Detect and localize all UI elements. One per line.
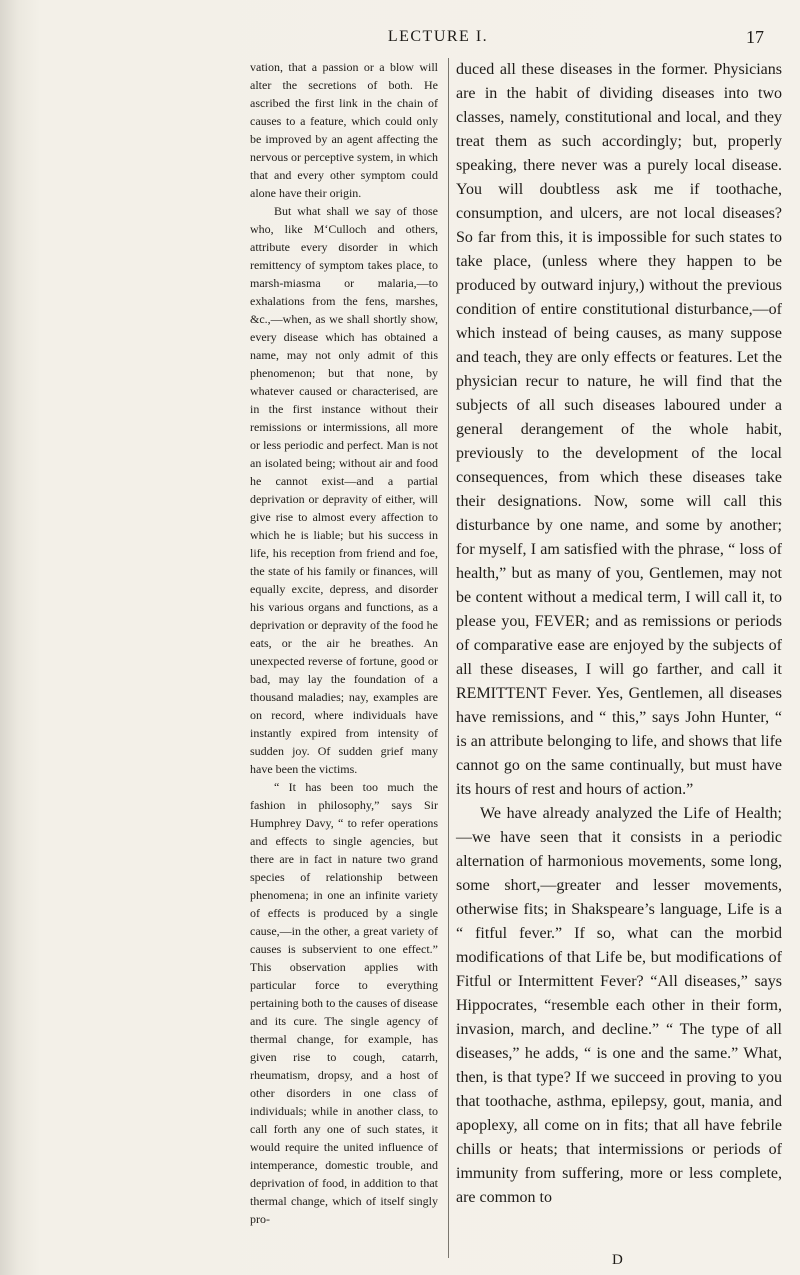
right-paragraph-2: We have already analyzed the Life of Health;—we have seen that it consists in a periodic alternation of harmonious movements, some long, some short,—greater and lesser movements, otherwise fits; in Shakspeare’s language, Life is a “ fitful fever.” If so, what can the morbid modifications of that Life be, but modifications of Fitful or Intermittent Fever? “All diseases,” says Hippocrates, “resemble each other in their form, invasion, march, and decline.” “ The type of all diseases,” he adds, “ is one and the same.” What, then, is that type? If we succeed in proving to you that toothache, asthma, epilepsy, gout, mania, and apoplexy, all come on in fits; that all have febrile chills or heats; that intermissions or periods of immunity from suffering, more or less complete, are common to (456, 805, 782, 1206)
left-column-final (250, 58, 438, 1228)
right-column (456, 58, 782, 1210)
right-paragraph-1: duced all these diseases in the former. Physicians are in the habit of dividing diseases into two classes, namely, constitutional and local, and they treat them as such accordingly; but, properly speaking, there never was a purely local disease. You will doubtless ask me if toothache, consumption, and ulcers, are not local diseases? So far from this, it is impossible for such states to take place, (unless where they happen to be produced by outward injury,) without the previous condition of entire constitutional disturbance,—of which instead of being causes, as many suppose and teach, they are only effects or features. Let the physician recur to nature, he will find that the subjects of all such diseases laboured under a general derangement of the whole habit, previously to the development of the local consequences, from which these diseases take their designations. Now, some will call this disturbance by one name, and some by another; for myself, I am satisfied with the phrase, “ loss of health,” but as many of you, Gentlemen, may not be content without a medical term, I will call it, to please you, FEVER; and as remissions or periods of comparative ease are enjoyed by the subjects of all these diseases, I will go farther, and call it REMITTENT Fever. Yes, Gentlemen, all diseases have remissions, and “ this,” says John Hunter, “ is an attribute belonging to life, and shows that life cannot go on the same continually, but must have its hours of rest and hours of action.” (456, 61, 782, 798)
running-head: LECTURE I. (387, 28, 489, 45)
left-paragraph-1: vation, that a passion or a blow will alter the secretions of both. He ascribed the first link in the chain of causes to a feature, which could only be improved by an agent affecting the nervous or perceptive system, in which that and every other symptom could alone have their origin. (250, 60, 438, 200)
left-paragraph-2: But what shall we say of those who, like M‘Culloch and others, attribute every disorder in which remittency of symptom takes place, to marsh-miasma or malaria,—to exhalations from the fens, marshes, &c.,—when, as we shall shortly show, every disease which has obtained a name, may not only admit of this phenomenon; but that none, by whatever caused or characterised, are in the first instance without their remissions or intermissions, all more or less periodic and perfect. Man is not an isolated being; without air and food he cannot exist—and a partial deprivation or depravity of either, will give rise to almost every affection to which he is liable; but his success in life, his reception from friend and foe, the state of his family or finances, will equally excite, depress, and disorder his various organs and functions, as a deprivation or depravity of the food he eats, or the air he breathes. An unexpected reverse of fortune, good or bad, may lay the foundation of a thousand maladies; nay, examples are on record, where individuals have instantly expired from intensity of sudden joy. Of sudden grief many have been the victims. (250, 204, 438, 776)
page-number: 17 (746, 27, 764, 47)
column-divider (448, 58, 449, 1258)
signature-mark: D (612, 1252, 623, 1268)
left-paragraph-3: “ It has been too much the fashion in philosophy,” says Sir Humphrey Davy, “ to refer operations and effects to single agencies, but there are in fact in nature two grand species of relationship between phenomena; in one an infinite variety of effects is produced by a single cause,—in the other, a great variety of causes is subservient to one effect.” This observation applies with particular force to everything pertaining both to the causes of disease and its cure. The single agency of thermal change, for example, has given rise to cough, catarrh, rheumatism, dropsy, and a host of other disorders in one class of individuals; while in another class, to call forth any one of such states, it would require the united influence of intemperance, domestic trouble, and deprivation of food, in addition to that thermal change, which of itself singly pro- (250, 780, 438, 1226)
